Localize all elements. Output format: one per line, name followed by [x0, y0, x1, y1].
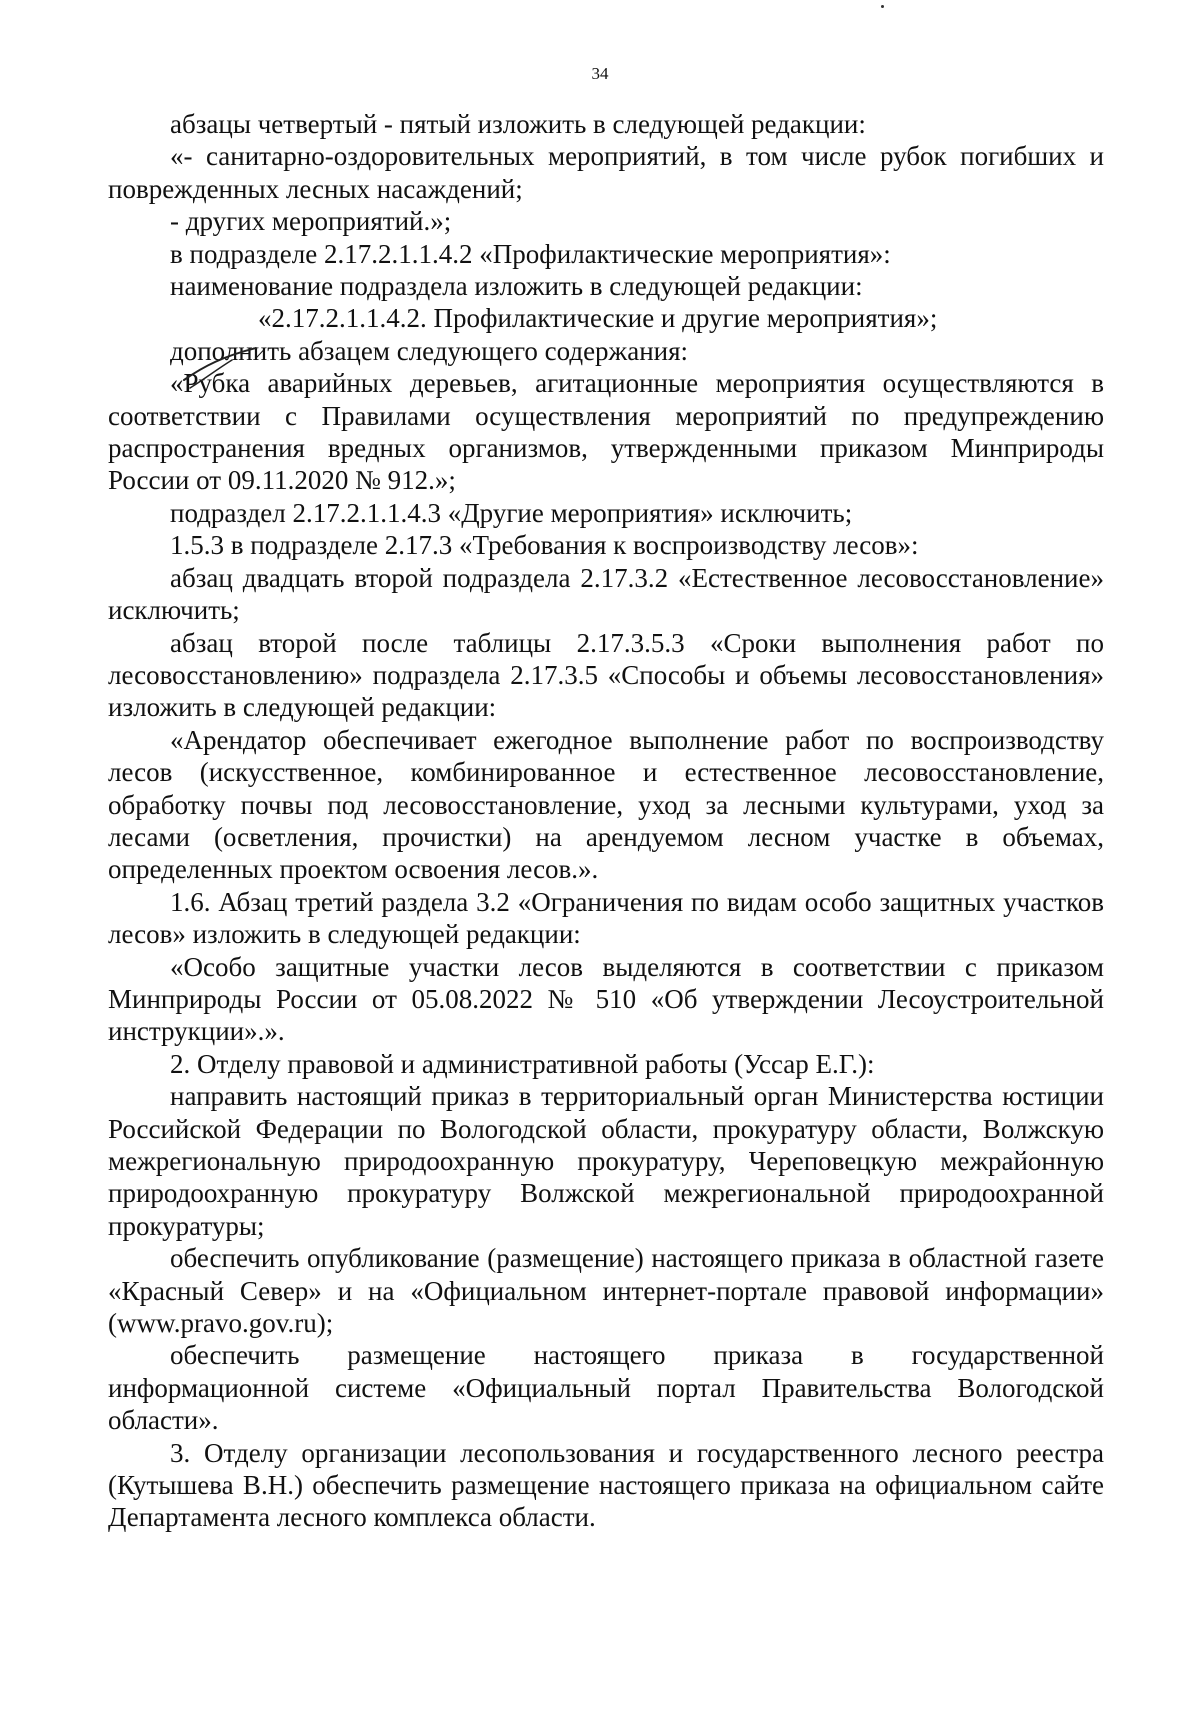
paragraph-8: «Рубка аварийных деревьев, агитационные мероприятия осуществляются в соответствии с Правилами осуществления мероприятий по предупреждению распространения вредных организмов, утвержденными приказом Минприроды России от 09.11.2020 № 912.»;: [108, 368, 1104, 496]
paragraph-4: в подразделе 2.17.2.1.1.4.2 «Профилактические мероприятия»:: [170, 238, 891, 269]
scan-speck: [881, 5, 884, 8]
document-body: [108, 108, 1104, 1534]
paragraph-16: 2. Отделу правовой и административной работы (Уссар Е.Г.):: [170, 1048, 875, 1079]
paragraph-13: «Арендатор обеспечивает ежегодное выполнение работ по воспроизводству лесов (искусственное, комбинированное и естественное лесовосстановление, обработку почвы под лесовосстановление, уход за лесными культурами, уход за лесами (осветления, прочистки) на арендуемом лесном участке в объемах, определенных проектом освоения лесов.».: [108, 724, 1104, 885]
paragraph-2: «- санитарно-оздоровительных мероприятий, в том числе рубок погибших и поврежденных лесных насаждений;: [108, 141, 1104, 204]
paragraph-20: 3. Отделу организации лесопользования и государственного лесного реестра (Кутышева В.Н.) обеспечить размещение настоящего приказа на официальном сайте Департамента лесного комплекса области.: [108, 1437, 1104, 1533]
paragraph-9: подраздел 2.17.2.1.1.4.3 «Другие мероприятия» исключить;: [170, 497, 853, 528]
paragraph-15: «Особо защитные участки лесов выделяются в соответствии с приказом Минприроды России от 05.08.2022 № 510 «Об утверждении Лесоустроительной инструкции».».: [108, 951, 1104, 1047]
paragraph-12: абзац второй после таблицы 2.17.3.5.3 «Сроки выполнения работ по лесовосстановлению» подраздела 2.17.3.5 «Способы и объемы лесовосстановления» изложить в следующей редакции:: [108, 627, 1104, 723]
pen-stroke-mark: [180, 344, 260, 392]
paragraph-10: 1.5.3 в подразделе 2.17.3 «Требования к воспроизводству лесов»:: [170, 530, 919, 561]
paragraph-18: обеспечить опубликование (размещение) настоящего приказа в областной газете «Красный Север» и на «Официальном интернет-портале правовой информации» (www.pravo.gov.ru);: [108, 1243, 1104, 1339]
paragraph-1: абзацы четвертый - пятый изложить в следующей редакции:: [170, 109, 866, 139]
paragraph-6: «2.17.2.1.1.4.2. Профилактические и другие мероприятия»;: [258, 303, 938, 334]
paragraph-3: - других мероприятий.»;: [170, 206, 452, 237]
paragraph-5: наименование подраздела изложить в следующей редакции:: [170, 271, 863, 302]
paragraph-14: 1.6. Абзац третий раздела 3.2 «Ограничения по видам особо защитных участков лесов» изложить в следующей редакции:: [108, 886, 1104, 950]
paragraph-7: дополнить абзацем следующего содержания:: [170, 335, 689, 366]
page-number: 34: [591, 64, 609, 83]
paragraph-19: обеспечить размещение настоящего приказа в государственной информационной системе «Официальный портал Правительства Вологодской области».: [108, 1340, 1104, 1436]
paragraph-17: направить настоящий приказ в территориальный орган Министерства юстиции Российской Федерации по Вологодской области, прокуратуру области, Волжскую межрегиональную природоохранную прокуратуру, Череповецкую межрайонную природоохранную прокуратуру Волжской межрегиональной природоохранной прокуратуры;: [108, 1081, 1104, 1241]
paragraph-11: абзац двадцать второй подраздела 2.17.3.2 «Естественное лесовосстановление» исключить;: [108, 562, 1104, 626]
